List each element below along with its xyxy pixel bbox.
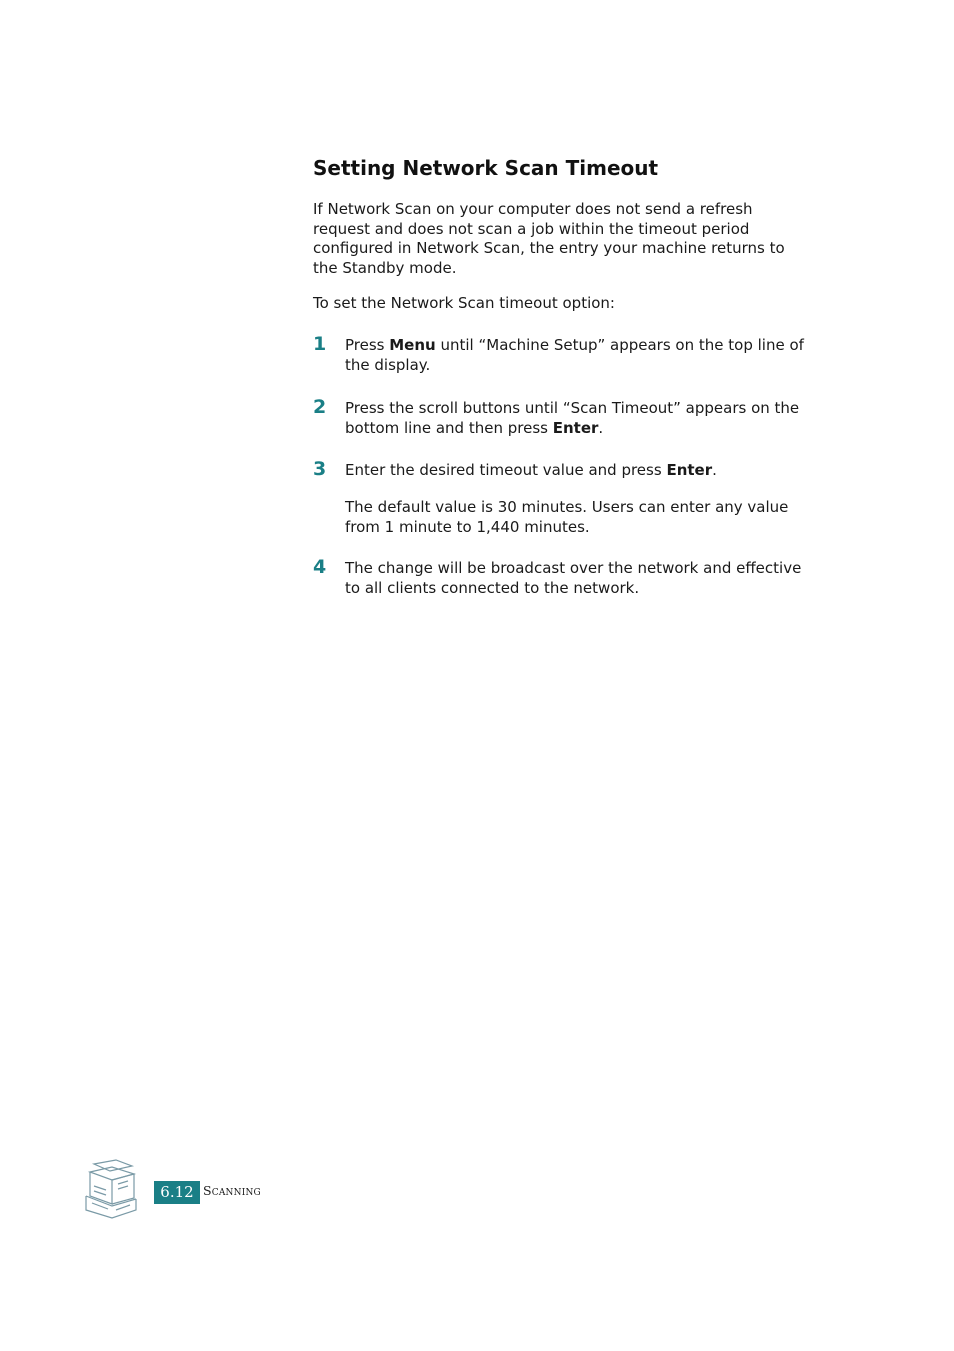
intro-paragraph: If Network Scan on your computer does not send a refresh request and does not scan a job within the timeout period configured in Network Scan, the entry your machine returns to the Standby mode. — [313, 200, 785, 277]
step-3-note: The default value is 30 minutes. Users can enter any value from 1 minute to 1,440 minutes. — [345, 498, 789, 536]
menu-key-label: Menu — [389, 336, 436, 354]
printer-icon — [82, 1158, 140, 1224]
section-title: Setting Network Scan Timeout — [313, 156, 659, 180]
lead-paragraph: To set the Network Scan timeout option: — [313, 294, 615, 312]
step-2-text: Press the scroll buttons until “Scan Timeout” appears on the bottom line and then press Enter. — [345, 399, 800, 437]
step-1-text: Press Menu until “Machine Setup” appears on the top line of the display. — [345, 336, 804, 374]
step-4-number: 4 — [313, 556, 327, 578]
enter-key-label: Enter — [666, 461, 713, 479]
enter-key-label: Enter — [552, 418, 599, 437]
step-3-text: Enter the desired timeout value and press Enter. — [345, 461, 717, 479]
page-number: 6.12 — [154, 1181, 200, 1204]
step-3-number: 3 — [313, 458, 327, 480]
step-1-number: 1 — [313, 333, 327, 355]
footer-section-label: Scanning — [203, 1183, 261, 1198]
step-4-text: The change will be broadcast over the network and effective to all clients connected to the network. — [345, 559, 802, 597]
step-2-number: 2 — [313, 396, 327, 418]
